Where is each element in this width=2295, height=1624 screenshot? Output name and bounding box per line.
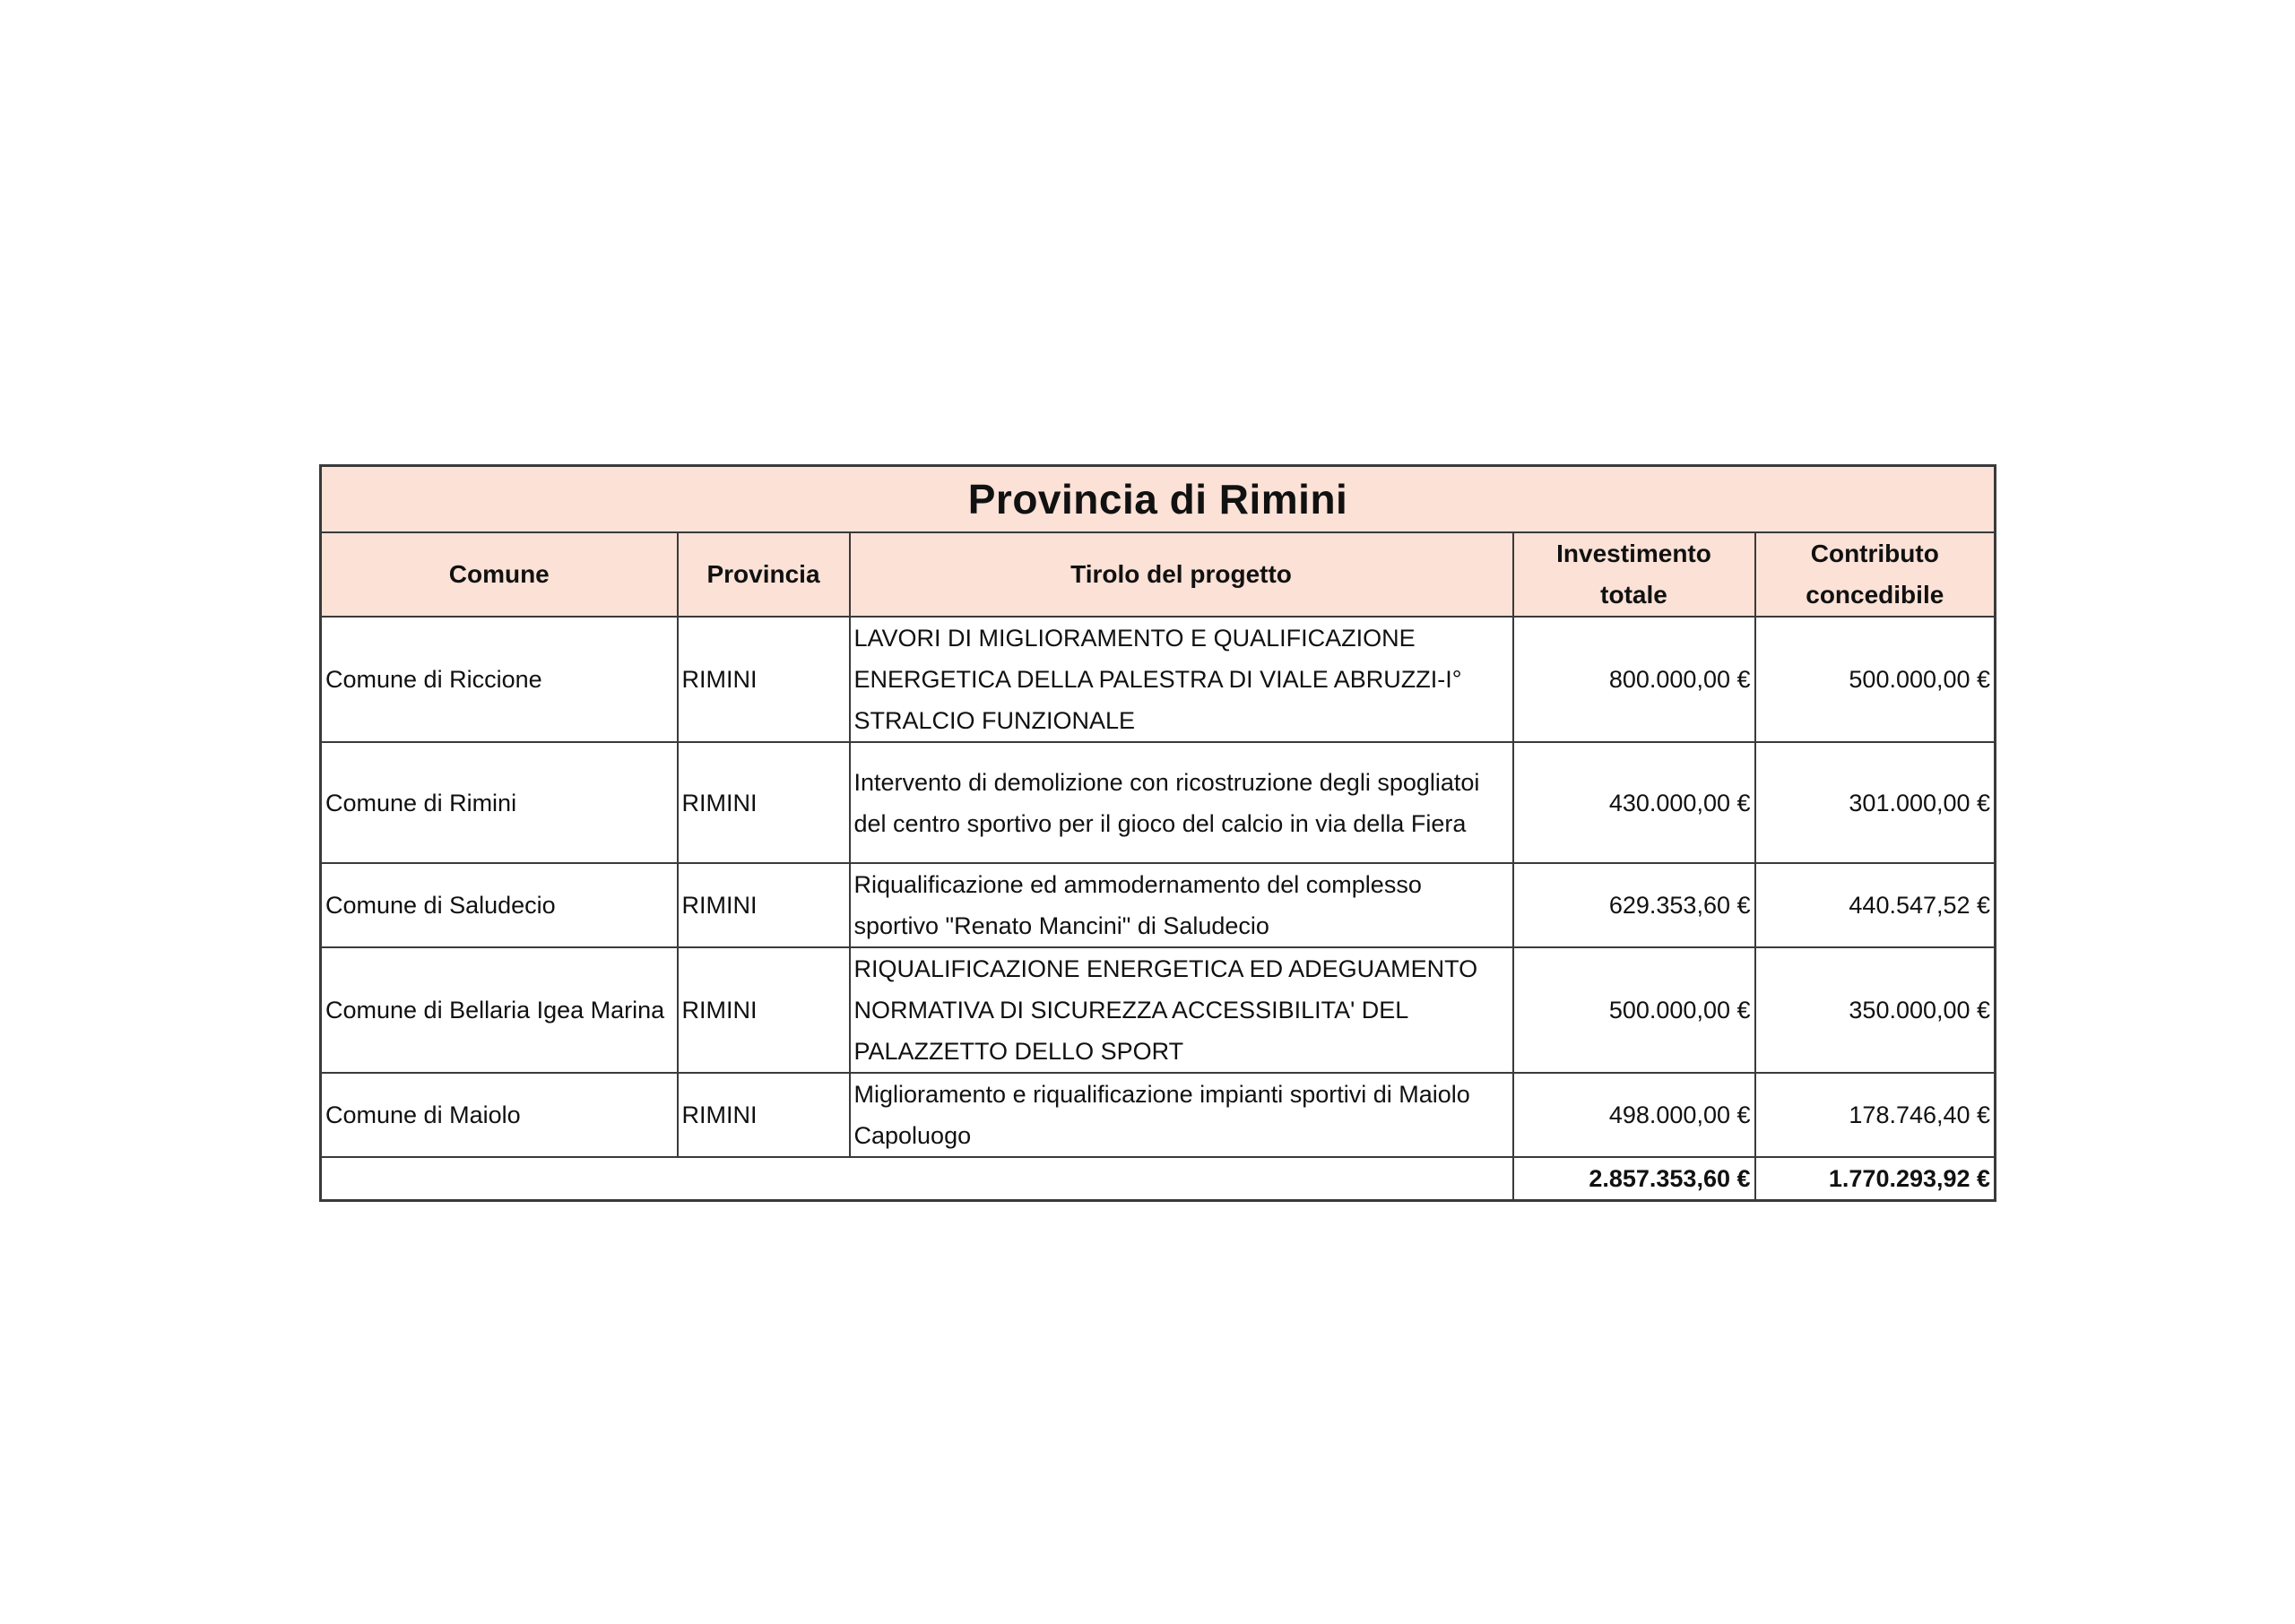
table-row xyxy=(321,617,1996,742)
cell-titolo: Riqualificazione ed ammodernamento del complesso sportivo "Renato Mancini" di Saludecio xyxy=(850,863,1513,947)
header-contributo-line2: concedibile xyxy=(1806,581,1944,609)
header-investimento xyxy=(1513,532,1755,617)
cell-comune: Comune di Maiolo xyxy=(321,1073,678,1157)
total-contributo: 1.770.293,92 € xyxy=(1755,1157,1996,1201)
cell-investimento: 500.000,00 € xyxy=(1513,947,1755,1073)
cell-investimento: 629.353,60 € xyxy=(1513,863,1755,947)
cell-provincia: RIMINI xyxy=(678,742,850,863)
cell-contributo: 500.000,00 € xyxy=(1755,617,1996,742)
header-titolo: Tirolo del progetto xyxy=(850,532,1513,617)
cell-titolo: Intervento di demolizione con ricostruzione degli spogliatoi del centro sportivo per il gioco del calcio in via della Fiera xyxy=(850,742,1513,863)
totals-row xyxy=(321,1157,1996,1201)
cell-provincia: RIMINI xyxy=(678,863,850,947)
header-contributo-line1: Contributo xyxy=(1810,540,1939,567)
total-investimento: 2.857.353,60 € xyxy=(1513,1157,1755,1201)
table-row xyxy=(321,1073,1996,1157)
title-row xyxy=(321,466,1996,533)
table-row xyxy=(321,947,1996,1073)
cell-provincia: RIMINI xyxy=(678,617,850,742)
cell-investimento: 430.000,00 € xyxy=(1513,742,1755,863)
cell-titolo: RIQUALIFICAZIONE ENERGETICA ED ADEGUAMENTO NORMATIVA DI SICUREZZA ACCESSIBILITA' DEL PALAZZETTO DELLO SPORT xyxy=(850,947,1513,1073)
cell-contributo: 178.746,40 € xyxy=(1755,1073,1996,1157)
cell-provincia: RIMINI xyxy=(678,1073,850,1157)
header-investimento-line2: totale xyxy=(1600,581,1667,609)
header-comune: Comune xyxy=(321,532,678,617)
table-row xyxy=(321,742,1996,863)
table-row xyxy=(321,863,1996,947)
cell-titolo: LAVORI DI MIGLIORAMENTO E QUALIFICAZIONE ENERGETICA DELLA PALESTRA DI VIALE ABRUZZI-I° STRALCIO FUNZIONALE xyxy=(850,617,1513,742)
header-provincia: Provincia xyxy=(678,532,850,617)
cell-contributo: 440.547,52 € xyxy=(1755,863,1996,947)
cell-comune: Comune di Riccione xyxy=(321,617,678,742)
cell-provincia: RIMINI xyxy=(678,947,850,1073)
cell-titolo: Miglioramento e riqualificazione impianti sportivi di Maiolo Capoluogo xyxy=(850,1073,1513,1157)
table-title: Provincia di Rimini xyxy=(321,466,1996,533)
cell-contributo: 301.000,00 € xyxy=(1755,742,1996,863)
cell-investimento: 498.000,00 € xyxy=(1513,1073,1755,1157)
cell-comune: Comune di Bellaria Igea Marina xyxy=(321,947,678,1073)
cell-investimento: 800.000,00 € xyxy=(1513,617,1755,742)
cell-comune: Comune di Saludecio xyxy=(321,863,678,947)
header-contributo xyxy=(1755,532,1996,617)
header-investimento-line1: Investimento xyxy=(1556,540,1711,567)
cell-contributo: 350.000,00 € xyxy=(1755,947,1996,1073)
header-row xyxy=(321,532,1996,617)
cell-comune: Comune di Rimini xyxy=(321,742,678,863)
projects-table xyxy=(319,464,1996,1202)
totals-spacer xyxy=(321,1157,1513,1201)
